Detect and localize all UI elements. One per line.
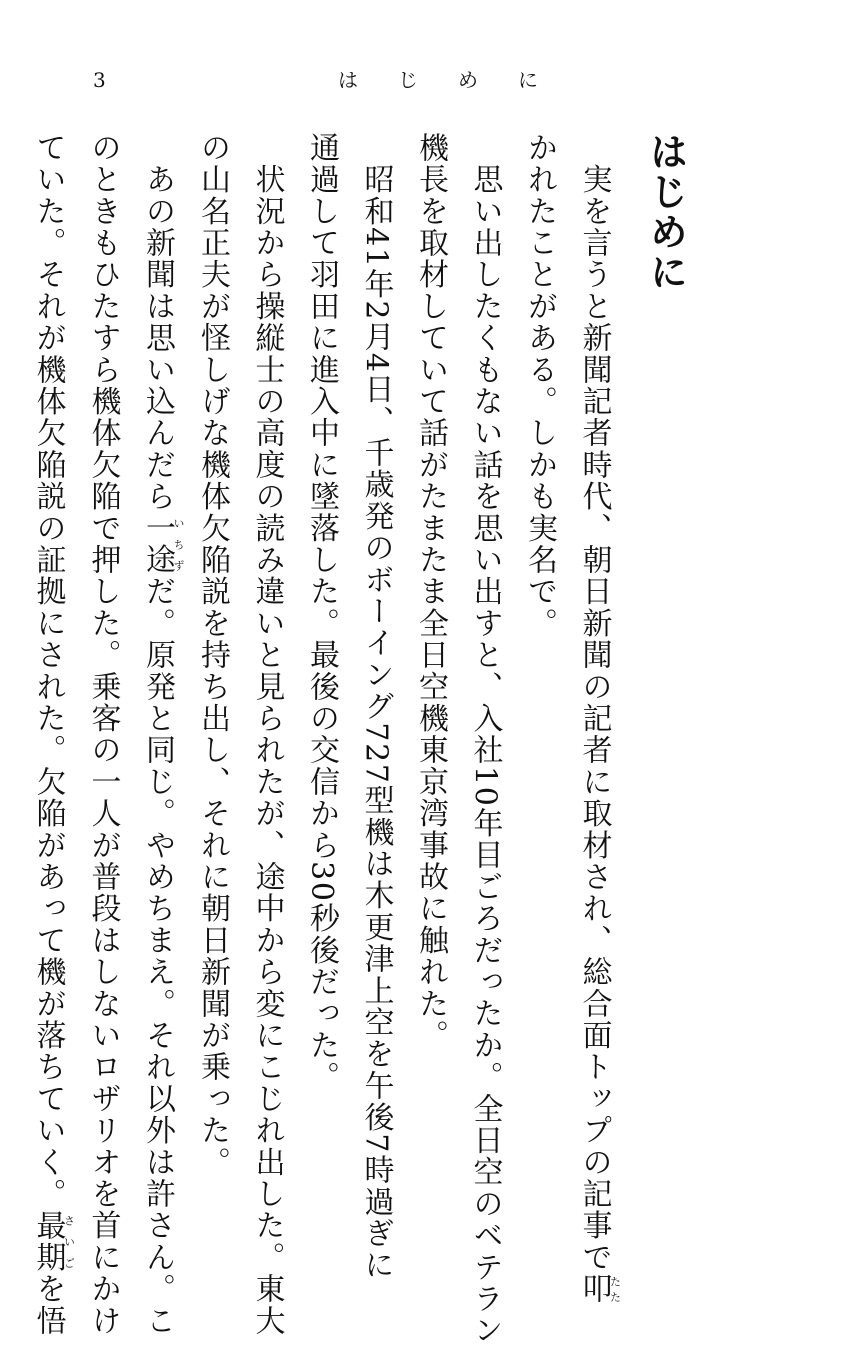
ruby-ichizu	[140, 512, 185, 576]
text-line: 機長を取材していて話がたまたま全日空機東京湾事故に触れた。	[413, 132, 448, 1052]
text-line: のときもひたすら機体欠陥で押した。乗客の一人が普段はしないロザリオを首にかけ	[85, 132, 121, 1337]
ruby-reading: いちず	[172, 512, 185, 576]
text-line-segment: 思い出したくもない話を思い出すと、入社10年目ごろだったか。全日空のベテラン	[467, 163, 503, 1346]
text-line	[457, 132, 512, 1346]
text-line-segment: だ。原発と同じ。やめちまえ。それ以外は許さん。こ	[140, 575, 175, 1337]
paragraph-1	[512, 132, 622, 1346]
text-line-segment: を悟	[30, 1273, 66, 1337]
text-line: の山名正夫が怪しげな機体欠陥説を持ち出し、それに朝日新聞が乗った。	[195, 132, 230, 1179]
text-line	[239, 132, 294, 1346]
ruby-saigo	[30, 1209, 76, 1274]
text-line	[566, 132, 621, 1346]
paragraph-5	[20, 132, 185, 1346]
text-line	[20, 132, 75, 1346]
text-line: かれたことがある。しかも実名で。	[522, 132, 557, 640]
text-line-segment: 実を言うと新聞記者時代、朝日新聞の記者に取材され、総合面トップの記事で	[576, 163, 612, 1274]
text-line	[130, 132, 185, 1346]
page-number: 3	[93, 68, 106, 92]
ruby-base: 一途	[140, 512, 175, 576]
paragraph-4	[185, 132, 294, 1346]
ruby-tata	[576, 1273, 622, 1305]
ruby-reading: さいご	[62, 1209, 76, 1274]
text-line-segment: 昭和41年2月4日、千歳発のボーイング727型機は木更津上空を午後7時過ぎに	[358, 163, 394, 1281]
text-line	[348, 132, 403, 1346]
text-line-segment: あの新聞は思い込んだら	[140, 163, 175, 513]
text-line-segment: 状況から操縦士の高度の読み違いと見られたが、途中から変にこじれ出した。東大	[249, 163, 285, 1337]
text-line: 通過して羽田に進入中に墜落した。最後の交信から30秒後だった。	[304, 132, 339, 1093]
text-line-segment: ていた。それが機体欠陥説の証拠にされた。欠陥があって機が落ちていく。	[30, 132, 66, 1210]
chapter-title: はじめに	[643, 132, 688, 292]
running-head: はじめに	[338, 68, 578, 92]
ruby-base: 叩	[576, 1273, 612, 1305]
paragraph-3	[294, 132, 403, 1346]
body-text	[20, 132, 621, 1346]
ruby-reading: たた	[608, 1273, 622, 1305]
paragraph-2	[403, 132, 512, 1346]
ruby-base: 最期	[30, 1209, 66, 1274]
